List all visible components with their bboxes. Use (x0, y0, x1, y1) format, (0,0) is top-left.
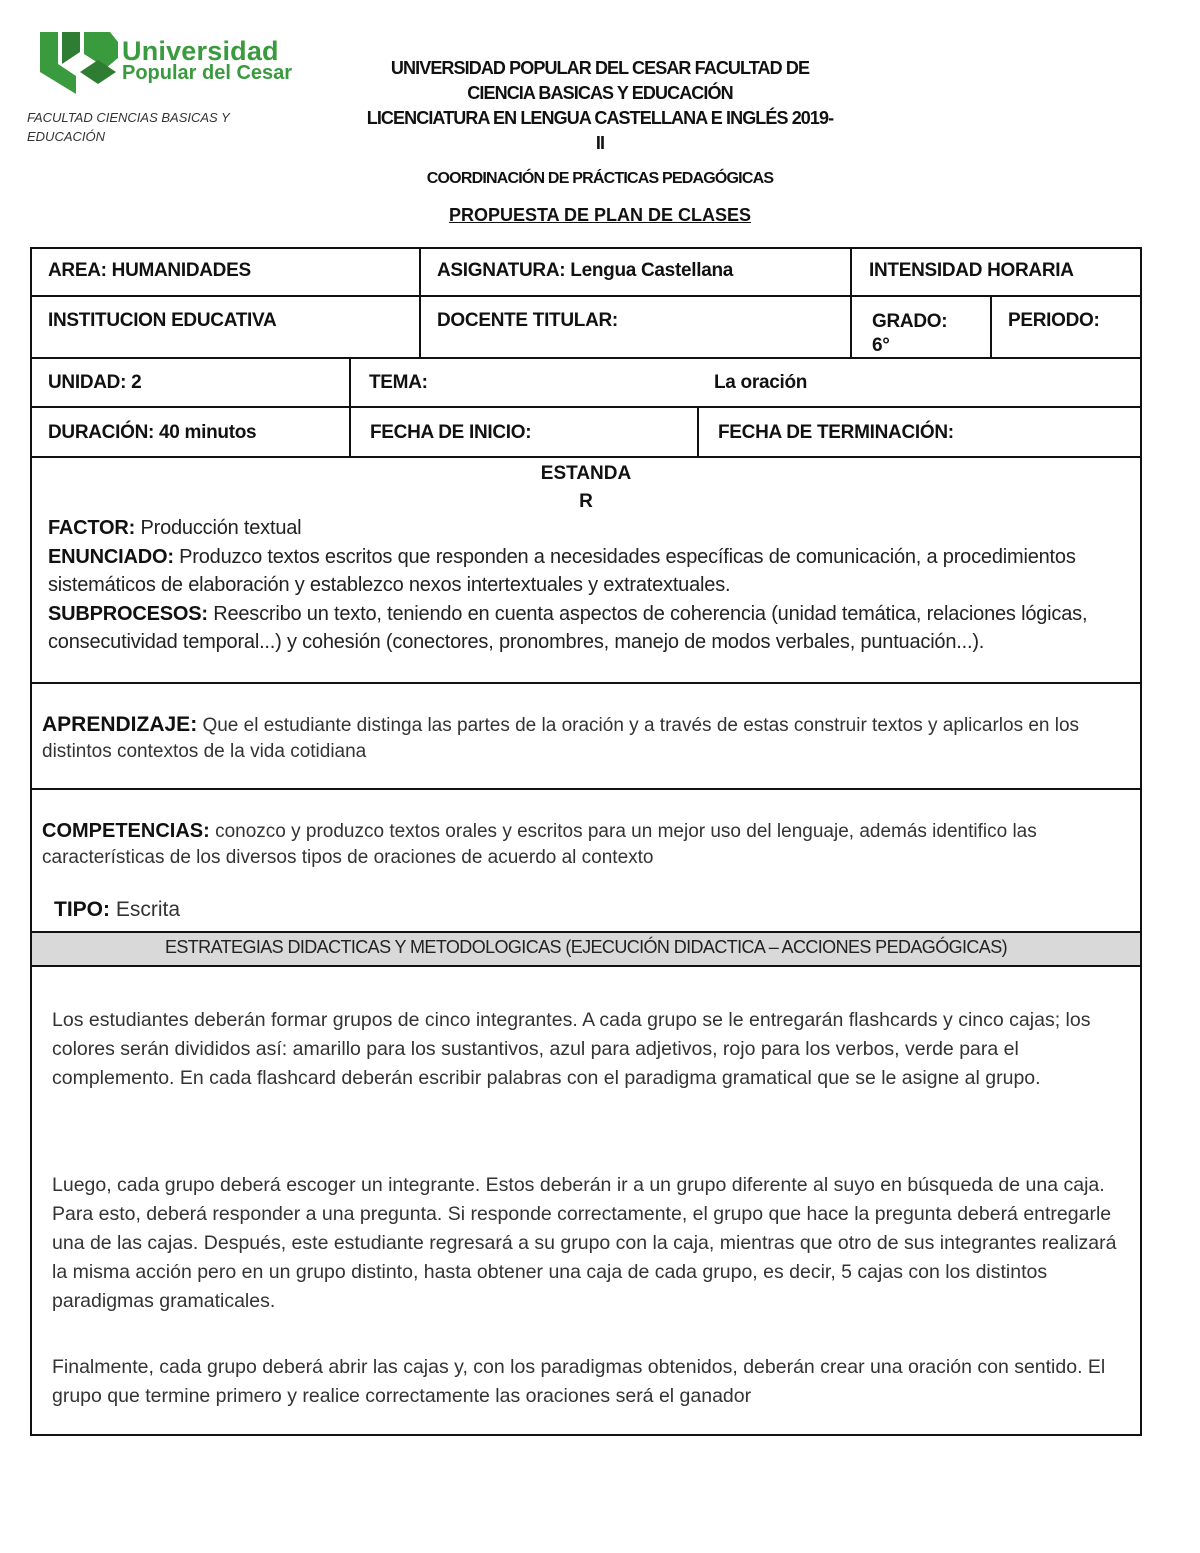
enunciado-line (48, 543, 1128, 600)
estrategias-title: ESTRATEGIAS DIDACTICAS Y METODOLOGICAS (EJECUCIÓN DIDACTICA – ACCIONES PEDAGÓGICAS) (164, 937, 1008, 957)
grado-cell (872, 310, 947, 358)
intensidad-cell: INTENSIDAD HORARIA (869, 260, 1074, 281)
table-divider (30, 682, 1142, 684)
enunciado-text: Produzco textos escritos que responden a necesidades específicas de comunicación, a procedimientos sistemáticos de elaboración y establezco nexos intertextuales y extratextuales. (48, 545, 1076, 596)
estrategia-paragraph-3: Finalmente, cada grupo deberá abrir las cajas y, con los paradigmas obtenidos, deberán crear una oración con sentido. El grupo que termine primero y realice correctamente las oraciones será el ganador (52, 1356, 1106, 1407)
fecha-inicio-cell: FECHA DE INICIO: (370, 422, 532, 443)
aprendizaje-label: APRENDIZAJE: (42, 713, 198, 736)
fecha-termino-cell: FECHA DE TERMINACIÓN: (718, 422, 954, 443)
table-divider (30, 406, 1142, 408)
logo-line-2: Popular del Cesar (122, 62, 293, 84)
estandar-heading (30, 460, 1142, 516)
asignatura-cell: ASIGNATURA: Lengua Castellana (437, 260, 734, 281)
table-divider (30, 788, 1142, 790)
docente-cell: DOCENTE TITULAR: (437, 310, 618, 331)
subprocesos-line (48, 600, 1128, 657)
aprendizaje-text: Que el estudiante distinga las partes de la oración y a través de estas construir textos y aplicarlos en los distintos contextos de la vida cotidiana (42, 715, 1080, 762)
factor-line (48, 514, 1128, 543)
table-divider (349, 357, 351, 457)
factor-text: Producción textual (135, 517, 302, 539)
coordination-title: COORDINACIÓN DE PRÁCTICAS PEDAGÓGICAS (426, 170, 774, 187)
factor-label: FACTOR: (48, 517, 136, 539)
duracion-cell: DURACIÓN: 40 minutos (48, 422, 257, 443)
faculty-note: FACULTAD CIENCIAS BASICAS Y EDUCACIÓN (27, 110, 230, 144)
table-divider (30, 357, 1142, 359)
grado-label: GRADO: (872, 311, 948, 332)
estrategia-paragraph-2: Luego, cada grupo deberá escoger un integrante. Estos deberán ir a un grupo diferente al suyo en búsqueda de una caja. Para esto, deberá responder a una pregunta. Si responde correctamente, el grupo que hace la pregunta deberá entregarle una de las cajas. Después, este estudiante regresará a su grupo con la caja, mientras que otro de sus integrantes realizará la misma acción pero en un grupo distinto, hasta obtener una caja de cada grupo, es decir, 5 cajas con los distintos paradigmas gramaticales. (52, 1174, 1117, 1312)
tema-label: TEMA: (369, 372, 428, 393)
table-divider (30, 295, 1142, 297)
periodo-cell: PERIODO: (1008, 310, 1100, 331)
title-line-2: CIENCIA BASICAS Y EDUCACIÓN (467, 83, 733, 103)
title-line-3: LICENCIATURA EN LENGUA CASTELLANA E INGLÉS 2019- (366, 108, 834, 128)
document-title (340, 56, 860, 156)
grado-value: 6° (872, 335, 890, 356)
tipo-label: TIPO: (54, 898, 110, 921)
estandar-body (48, 514, 1128, 657)
table-divider (697, 406, 699, 457)
enunciado-label: ENUNCIADO: (48, 545, 174, 568)
competencias-text: conozco y produzco textos orales y escritos para un mejor uso del lenguaje, además identifico las características de los diversos tipos de oraciones de acuerdo al contexto (42, 821, 1037, 868)
tipo-section (54, 898, 180, 922)
subprocesos-text: Reescribo un texto, teniendo en cuenta aspectos de coherencia (unidad temática, relaciones lógicas, consecutividad temporal...) y cohesión (conectores, pronombres, manejo de modos verbales, puntuación...). (48, 602, 1088, 653)
table-divider (850, 247, 852, 357)
area-cell: AREA: HUMANIDADES (48, 260, 251, 281)
logo-line-1: Universidad (122, 36, 279, 66)
table-divider (419, 247, 421, 357)
competencias-label: COMPETENCIAS: (42, 820, 210, 842)
estrategia-paragraph-1: Los estudiantes deberán formar grupos de cinco integrantes. A cada grupo se le entregarán flashcards y cinco cajas; los colores serán divididos así: amarillo para los sustantivos, azul para adjetivos, rojo para los verbos, verde para el complemento. En cada flashcard deberán escribir palabras con el paradigma gramatical que se le asigne al grupo. (52, 1009, 1091, 1089)
competencias-section (42, 818, 1122, 871)
tema-value: La oración (714, 372, 808, 393)
title-line-1: UNIVERSIDAD POPULAR DEL CESAR FACULTAD DE (390, 58, 810, 78)
unidad-cell: UNIDAD: 2 (48, 372, 142, 393)
aprendizaje-section (42, 712, 1122, 765)
table-divider (30, 456, 1142, 458)
institucion-cell: INSTITUCION EDUCATIVA (48, 310, 277, 331)
subprocesos-label: SUBPROCESOS: (48, 602, 208, 625)
table-divider (30, 965, 1142, 967)
estandar-heading-line-2: R (579, 491, 593, 512)
proposal-title: PROPUESTA DE PLAN DE CLASES (448, 205, 752, 225)
title-line-4: II (595, 133, 605, 153)
estandar-heading-line-1: ESTANDA (540, 463, 632, 484)
tipo-text: Escrita (110, 898, 181, 921)
table-divider (990, 295, 992, 357)
